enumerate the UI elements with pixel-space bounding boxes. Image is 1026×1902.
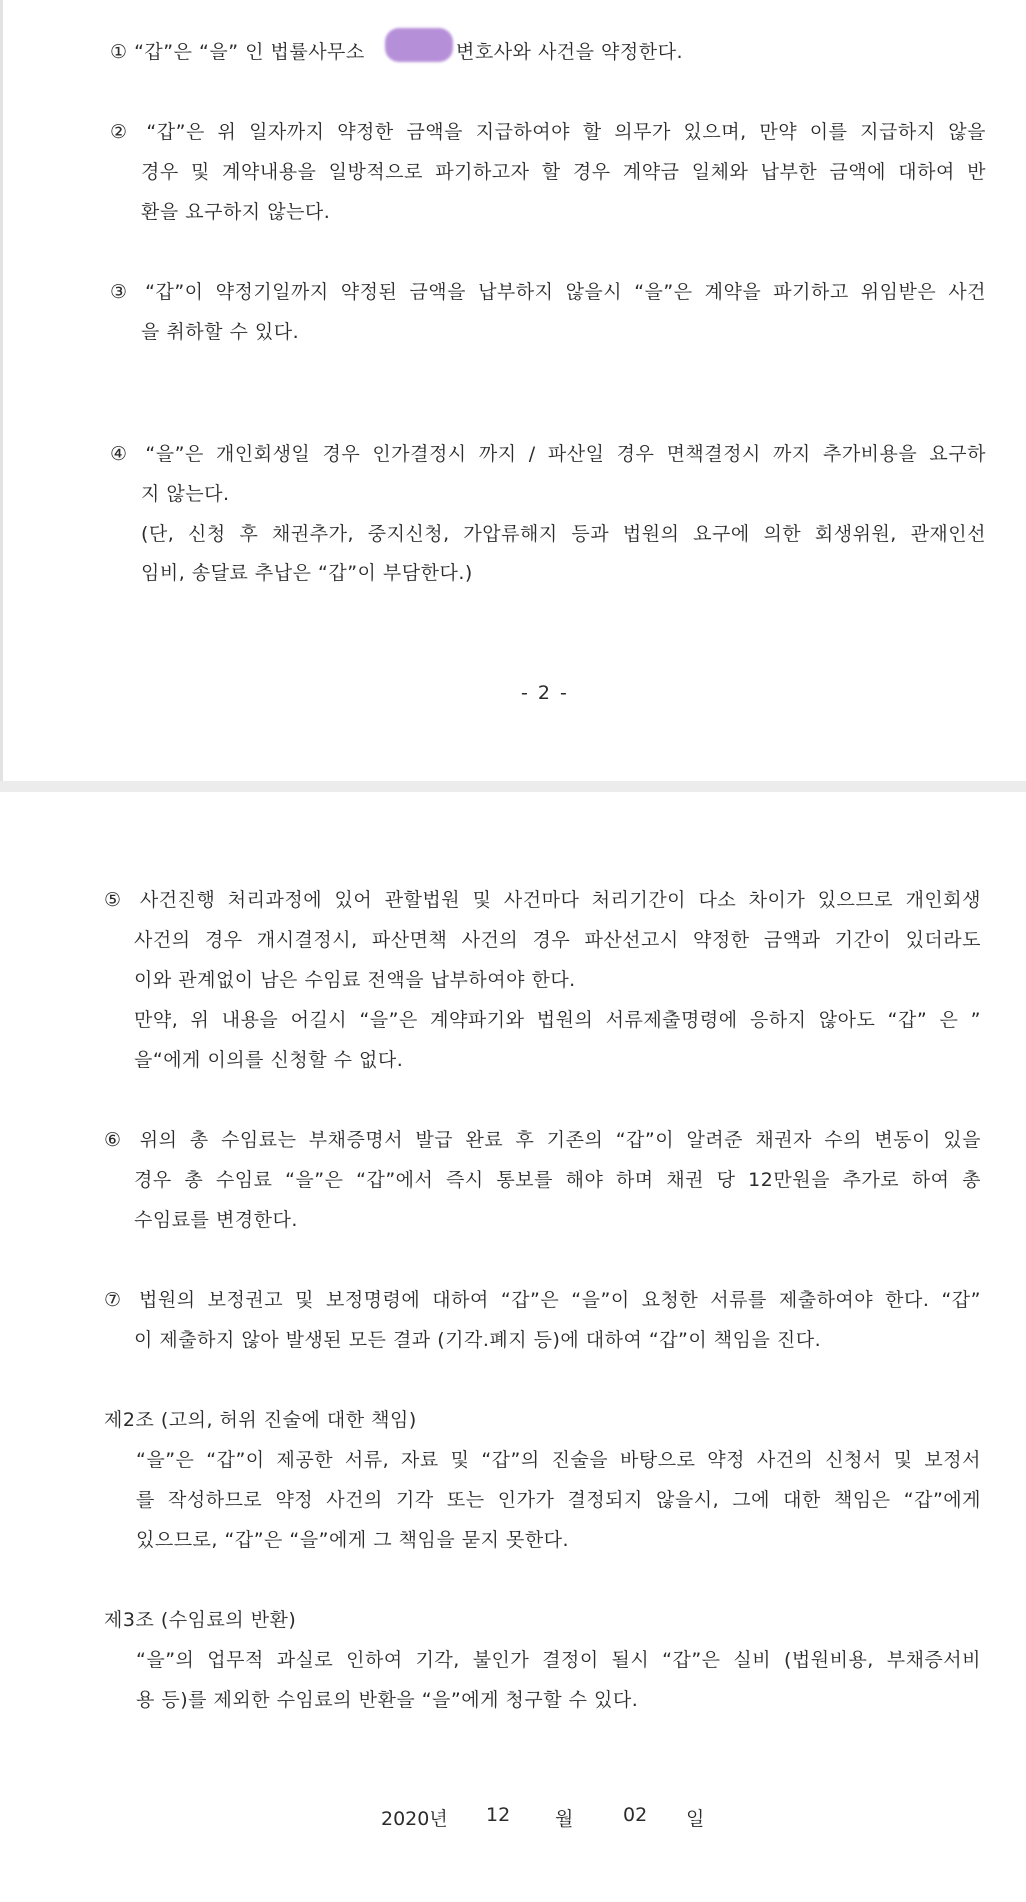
clause-7-line-2: 이 제출하지 않아 발생된 모든 결과 (기각.폐지 등)에 대하여 “갑”이 책임을 진다. xyxy=(134,1329,822,1351)
clause-5-line-2: 사건의 경우 개시결정시, 파산면책 사건의 경우 파산선고시 약정한 금액과 기간이 있더라도 xyxy=(134,929,981,951)
clause-4-line-2: 지 않는다. xyxy=(141,483,230,505)
clause-2-line-2: 경우 및 계약내용을 일방적으로 파기하고자 할 경우 계약금 일체와 납부한 금액에 대하여 반 xyxy=(141,161,986,183)
clause-1-line-1b: 변호사와 사건을 약정한다. xyxy=(456,41,684,63)
redaction-mark xyxy=(385,28,453,62)
clause-4-line-1: ④ “을”은 개인회생일 경우 인가결정시 까지 / 파산일 경우 면책결정시 까지 추가비용을 요구하 xyxy=(110,443,986,465)
article-2-heading: 제2조 (고의, 허위 진술에 대한 책임) xyxy=(104,1409,417,1431)
date-day-number: 02 xyxy=(623,1804,648,1826)
clause-7-line-1: ⑦ 법원의 보정권고 및 보정명령에 대하여 “갑”은 “을”이 요청한 서류를 제출하여야 한다. “갑” xyxy=(104,1289,981,1311)
clause-4-line-4: 임비, 송달료 추납은 “갑”이 부담한다.) xyxy=(141,562,473,584)
clause-6-line-1: ⑥ 위의 총 수임료는 부채증명서 발급 완료 후 기존의 “갑”이 알려준 채권자 수의 변동이 있을 xyxy=(104,1129,981,1151)
article-3-heading: 제3조 (수임료의 반환) xyxy=(104,1609,297,1631)
clause-2-line-3: 환을 요구하지 않는다. xyxy=(141,201,331,223)
page-number: - 2 - xyxy=(521,682,569,704)
clause-1-line-1a: ① “갑”은 “을” 인 법률사무소 xyxy=(110,41,365,63)
document-page-3 xyxy=(0,792,1026,1902)
clause-6-line-2: 경우 총 수임료 “을”은 “갑”에서 즉시 통보를 해야 하며 채권 당 12만원을 추가로 하여 총 xyxy=(134,1169,981,1191)
clause-5-line-1: ⑤ 사건진행 처리과정에 있어 관할법원 및 사건마다 처리기간이 다소 차이가 있으므로 개인회생 xyxy=(104,889,981,911)
date-month-label: 월 xyxy=(555,1808,574,1830)
clause-5-line-5: 을“에게 이의를 신청할 수 없다. xyxy=(134,1049,404,1071)
clause-5-line-3: 이와 관계없이 남은 수임료 전액을 납부하여야 한다. xyxy=(134,969,576,991)
article-3-line-2: 용 등)를 제외한 수임료의 반환을 “을”에게 청구할 수 있다. xyxy=(136,1689,639,1711)
page-separator xyxy=(0,781,1026,792)
clause-4-line-3: (단, 신청 후 채권추가, 중지신청, 가압류해지 등과 법원의 요구에 의한 회생위원, 관재인선 xyxy=(141,523,986,545)
date-year: 2020년 xyxy=(381,1808,448,1830)
article-2-line-3: 있으므로, “갑”은 “을”에게 그 책임을 묻지 못한다. xyxy=(136,1529,570,1551)
date-day-label: 일 xyxy=(686,1808,705,1830)
date-month-number: 12 xyxy=(486,1804,511,1826)
document-page-2 xyxy=(0,0,1026,781)
clause-6-line-3: 수임료를 변경한다. xyxy=(134,1209,298,1231)
clause-2-line-1: ② “갑”은 위 일자까지 약정한 금액을 지급하여야 할 의무가 있으며, 만약 이를 지급하지 않을 xyxy=(110,121,986,143)
clause-3-line-2: 을 취하할 수 있다. xyxy=(141,321,300,343)
clause-5-line-4: 만약, 위 내용을 어길시 “을”은 계약파기와 법원의 서류제출명령에 응하지 않아도 “갑” 은 ” xyxy=(134,1009,981,1031)
article-3-line-1: “을”의 업무적 과실로 인하여 기각, 불인가 결정이 될시 “갑”은 실비 (법원비용, 부채증서비 xyxy=(136,1649,981,1671)
article-2-line-1: “을”은 “갑”이 제공한 서류, 자료 및 “갑”의 진술을 바탕으로 약정 사건의 신청서 및 보정서 xyxy=(136,1449,981,1471)
clause-3-line-1: ③ “갑”이 약정기일까지 약정된 금액을 납부하지 않을시 “을”은 계약을 파기하고 위임받은 사건 xyxy=(110,281,986,303)
article-2-line-2: 를 작성하므로 약정 사건의 기각 또는 인가가 결정되지 않을시, 그에 대한 책임은 “갑”에게 xyxy=(136,1489,981,1511)
